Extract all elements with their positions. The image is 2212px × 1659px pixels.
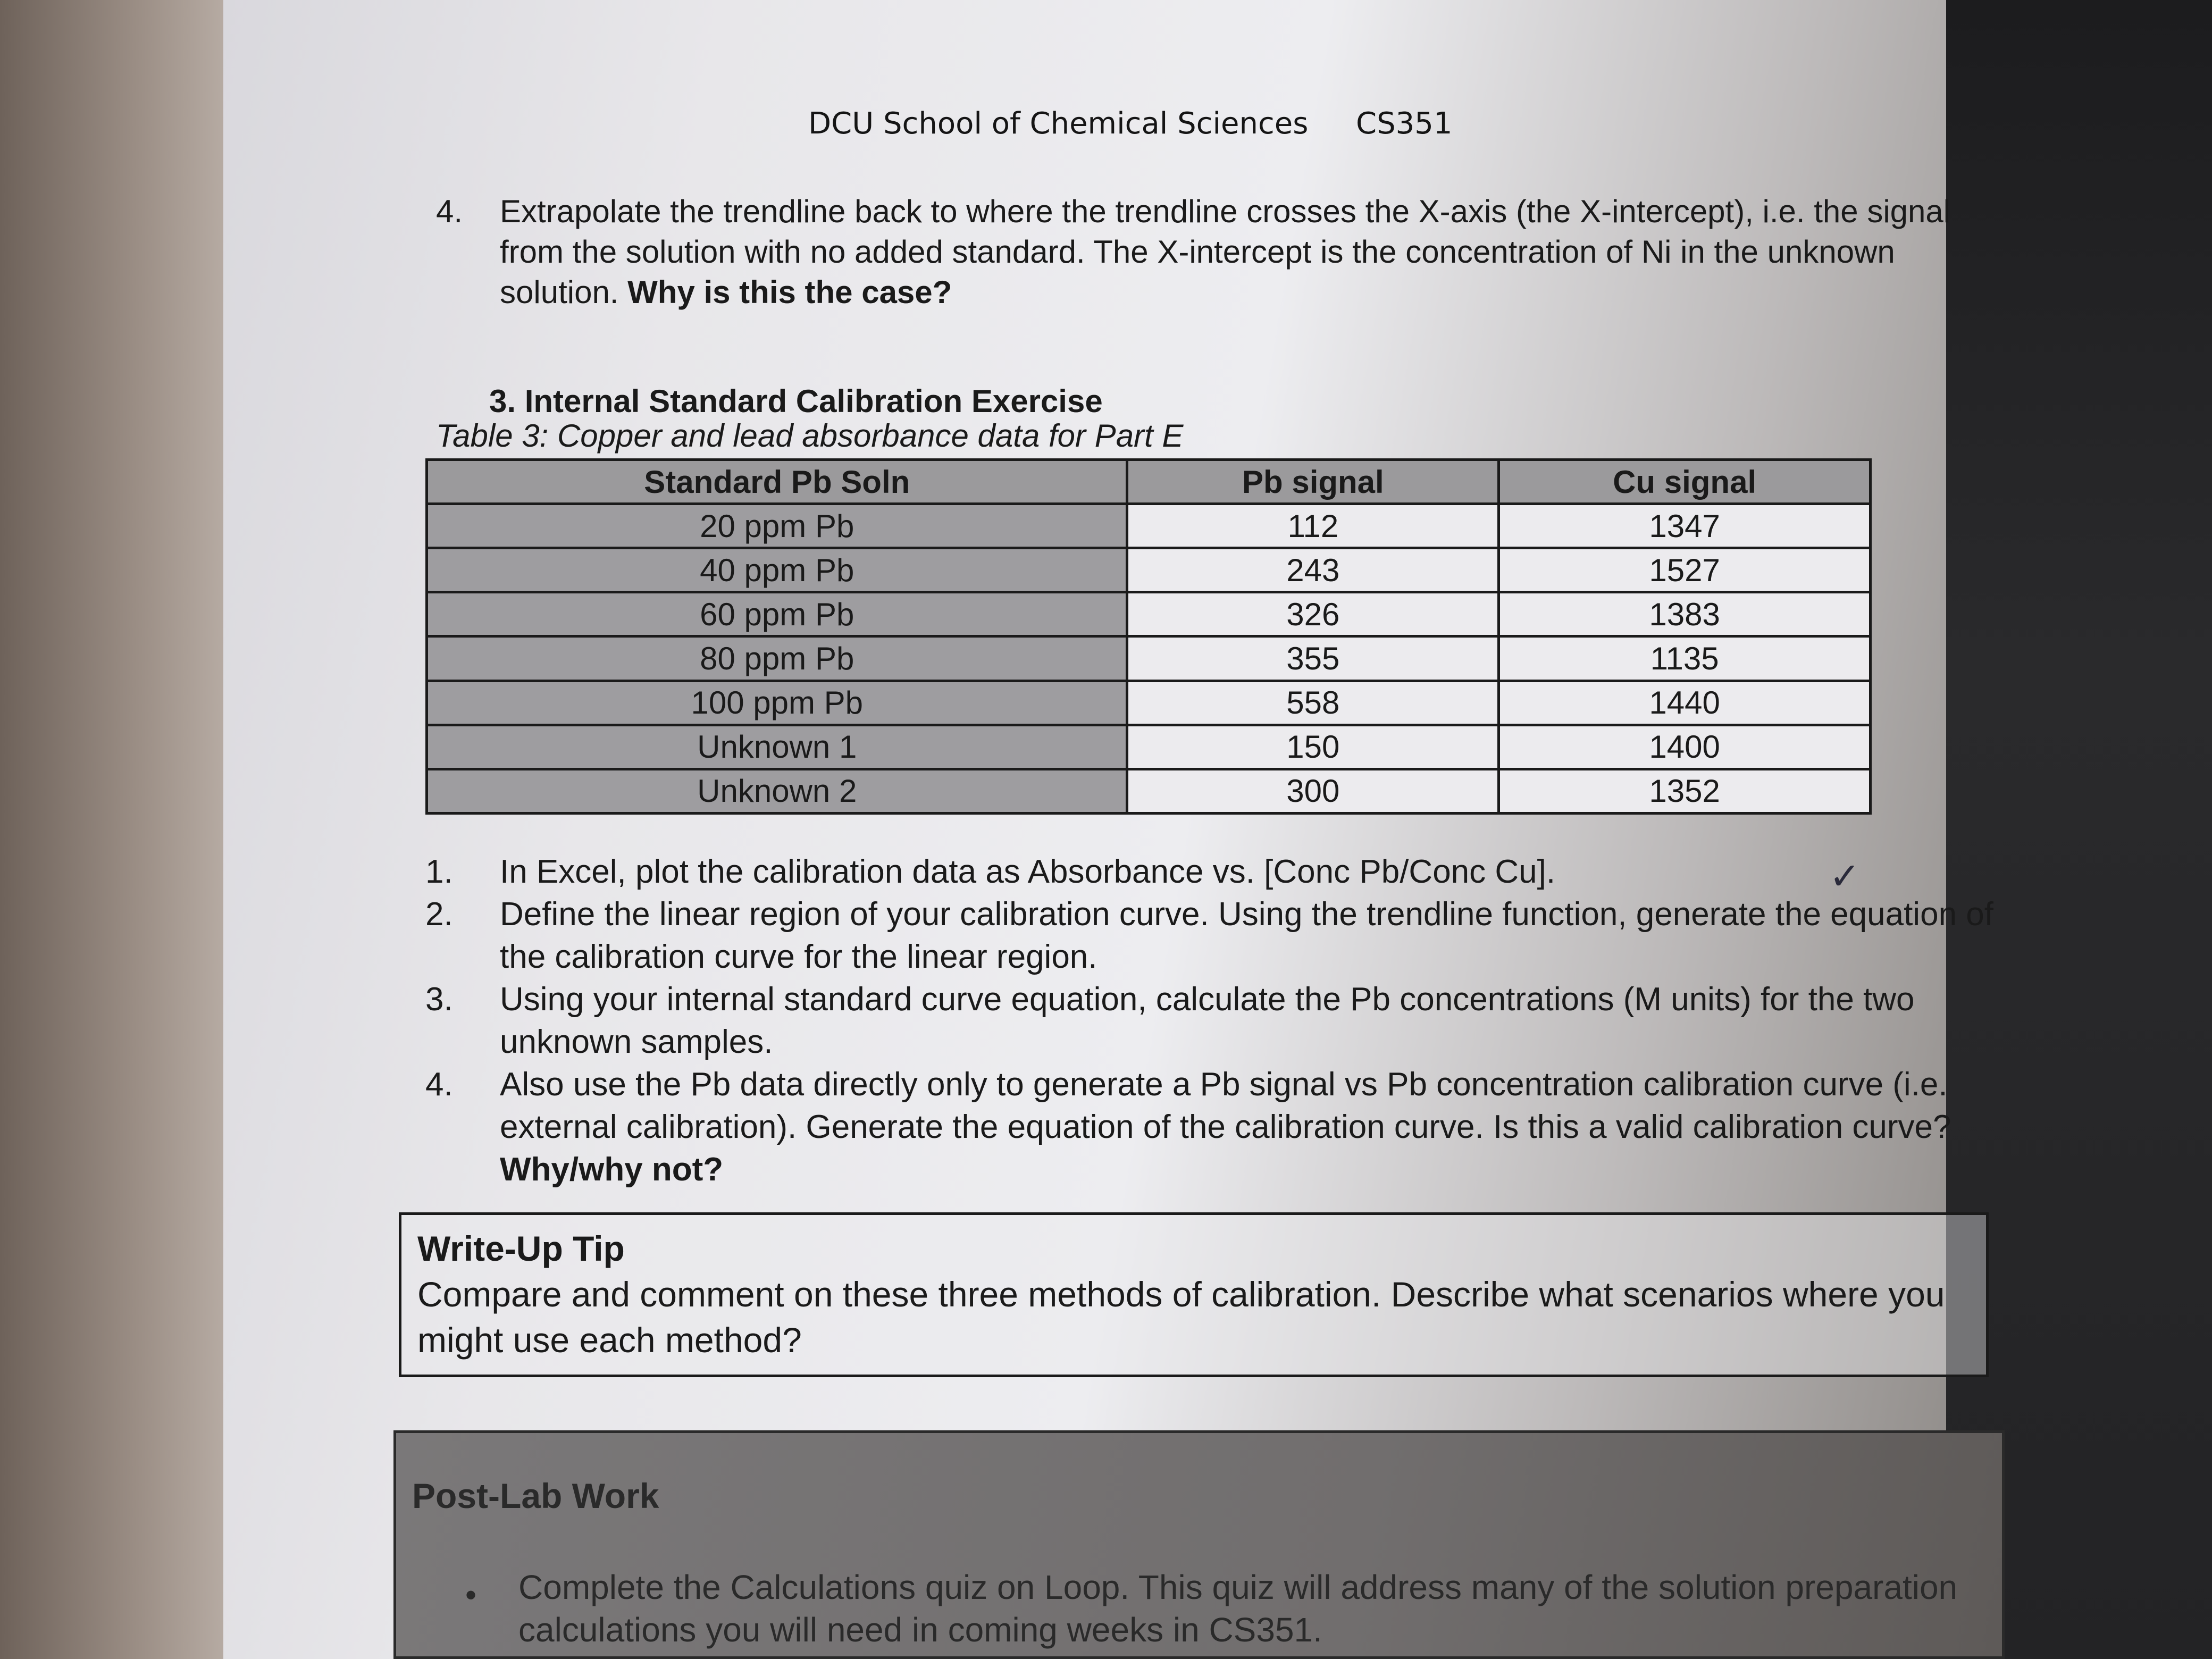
pb-signal-cell: 355 [1127,636,1499,681]
task-number: 4. [425,1066,453,1103]
task-question: Why/why not? [500,1151,724,1188]
column-header: Standard Pb Soln [427,460,1127,504]
cu-signal-cell: 1400 [1499,725,1871,769]
task-text: Define the linear region of your calibration curve. Using the trendline function, generate the equation of the calibration curve for the linear region. [500,896,1993,975]
step-number: 4. [436,194,463,229]
step-body: Extrapolate the trendline back to where the trendline crosses the X-axis (the X-intercept), i.e. the signal from the solution with no added standard. The X-intercept is the concentration of Ni in the unknown solution. [500,194,1951,310]
row-label: 80 ppm Pb [427,636,1127,681]
row-label: Unknown 2 [427,769,1127,813]
page-header [808,106,1765,149]
step-question: Why is this the case? [627,274,952,310]
row-label: 20 ppm Pb [427,504,1127,548]
table-caption: Table 3: Copper and lead absorbance data for Part E [436,418,1184,454]
list-item [425,1063,2010,1191]
table-row [427,681,1871,725]
cu-signal-cell: 1440 [1499,681,1871,725]
cu-signal-cell: 1135 [1499,636,1871,681]
pb-signal-cell: 112 [1127,504,1499,548]
background-left [0,0,234,1659]
bullet-icon: • [465,1577,477,1613]
row-label: 40 ppm Pb [427,548,1127,592]
task-number: 1. [425,853,453,890]
tip-text: Compare and comment on these three methods of calibration. Describe what scenarios where you might use each method? [417,1275,1945,1360]
absorbance-table [425,458,1872,815]
table-row [427,592,1871,636]
row-label: Unknown 1 [427,725,1127,769]
pb-signal-cell: 300 [1127,769,1499,813]
pb-signal-cell: 150 [1127,725,1499,769]
pb-signal-cell: 243 [1127,548,1499,592]
table-row [427,725,1871,769]
table-row [427,636,1871,681]
task-text [500,1063,2010,1191]
table-row [427,548,1871,592]
task-text: Using your internal standard curve equation, calculate the Pb concentrations (M units) for the two unknown samples. [500,981,1915,1060]
list-item [425,978,2010,1063]
task-list [425,851,2010,1191]
document-page [223,0,1993,1659]
list-item [425,851,2010,897]
cu-signal-cell: 1527 [1499,548,1871,592]
cu-signal-cell: 1383 [1499,592,1871,636]
step-text [500,191,1989,313]
column-header: Cu signal [1499,460,1871,504]
task-body: Also use the Pb data directly only to generate a Pb signal vs Pb concentration calibration curve (i.e. external calibration). Generate the equation of the calibration curve. Is this a valid calibration curve? [500,1066,1951,1145]
task-text: In Excel, plot the calibration data as Absorbance vs. [Conc Pb/Conc Cu]. [500,853,1556,890]
row-label: 100 ppm Pb [427,681,1127,725]
write-up-tip-box [399,1212,1989,1377]
school-name: DCU School of Chemical Sciences [808,106,1309,141]
task-number: 2. [425,896,453,933]
table-row [427,504,1871,548]
row-label: 60 ppm Pb [427,592,1127,636]
tip-title: Write-Up Tip [417,1229,625,1268]
course-code: CS351 [1356,106,1453,141]
table-header-row [427,460,1871,504]
column-header: Pb signal [1127,460,1499,504]
post-lab-box [393,1430,2005,1659]
post-lab-title: Post-Lab Work [412,1476,659,1515]
cu-signal-cell: 1352 [1499,769,1871,813]
list-item [425,893,2010,978]
cu-signal-cell: 1347 [1499,504,1871,548]
checkmark-icon: ✓ [1829,856,1861,897]
post-lab-text: Complete the Calculations quiz on Loop. This quiz will address many of the solution preparation calculations you will need in coming weeks in CS351. [518,1568,1958,1649]
table-row [427,769,1871,813]
pb-signal-cell: 558 [1127,681,1499,725]
section-title: 3. Internal Standard Calibration Exercise [489,383,1103,419]
pb-signal-cell: 326 [1127,592,1499,636]
task-number: 3. [425,981,453,1018]
